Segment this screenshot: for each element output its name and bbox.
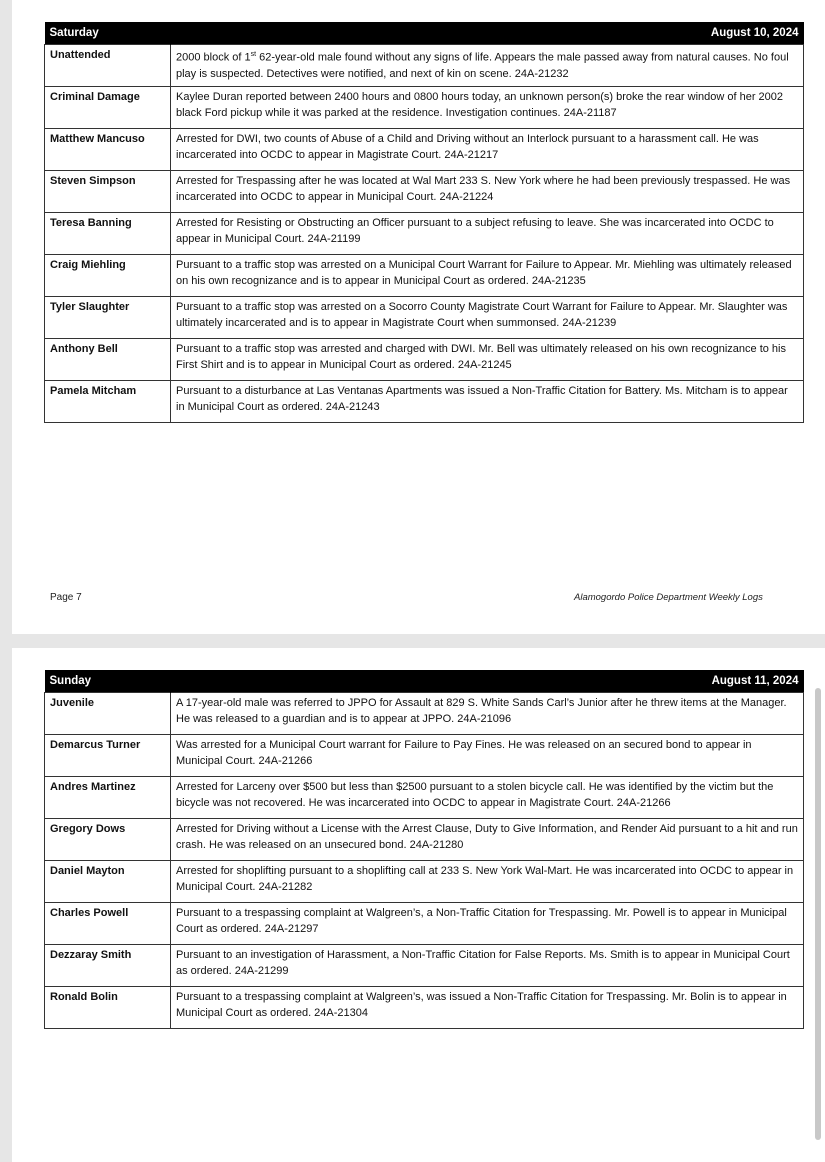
entry-description: Arrested for DWI, two counts of Abuse of a Child and Driving without an Interlock pursuant to a harassment call. He was incarcerated into OCDC to appear in Magistrate Court. 24A-21217	[171, 129, 804, 171]
entry-description-prefix: 2000 block of 1	[176, 51, 251, 64]
log-entry-row	[45, 213, 804, 255]
log-entry-row	[45, 735, 804, 777]
entry-description: Pursuant to a disturbance at Las Ventanas Apartments was issued a Non-Traffic Citation for Battery. Ms. Mitcham is to appear in Municipal Court as ordered. 24A-21243	[171, 381, 804, 423]
entry-description: Pursuant to a trespassing complaint at Walgreen’s, a Non-Traffic Citation for Trespassing. Mr. Powell is to appear in Municipal Court as ordered. 24A-21297	[171, 903, 804, 945]
entry-description: Was arrested for a Municipal Court warrant for Failure to Pay Fines. He was released on an secured bond to appear in Municipal Court. 24A-21266	[171, 735, 804, 777]
page-number: Page 7	[50, 592, 82, 603]
entry-description-text: 62-year-old male found without any signs of life. Appears the male passed away from natural causes. No foul play is suspected. Detectives were notified, and next of kin on scene. 24A-21232	[176, 51, 789, 80]
sunday-log-table	[44, 670, 804, 1029]
entry-subject: Dezzaray Smith	[45, 945, 171, 987]
entry-subject: Juvenile	[45, 693, 171, 735]
entry-description: Kaylee Duran reported between 2400 hours and 0800 hours today, an unknown person(s) broke the rear window of her 2002 black Ford pickup while it was parked at the residence. Investigation continues. 24A-21187	[171, 87, 804, 129]
entry-description: Pursuant to a traffic stop was arrested on a Municipal Court Warrant for Failure to Appear. Mr. Miehling was ultimately released on his own recognizance and is to appear in Municipal Court as ordered. 24A-21235	[171, 255, 804, 297]
entry-subject: Ronald Bolin	[45, 987, 171, 1029]
footer-title: Alamogordo Police Department Weekly Logs	[574, 592, 763, 603]
ordinal-suffix: st	[250, 51, 257, 58]
entry-subject: Unattended	[45, 45, 171, 87]
saturday-log-table	[44, 22, 804, 423]
entry-subject: Matthew Mancuso	[45, 129, 171, 171]
log-entry-row	[45, 381, 804, 423]
entry-description	[171, 45, 804, 87]
day-heading: Saturday	[45, 22, 171, 45]
entry-description: Pursuant to a traffic stop was arrested and charged with DWI. Mr. Bell was ultimately released on his own recognizance to his First Shirt and is to appear in Municipal Court as ordered. 24A-21245	[171, 339, 804, 381]
log-entry-row	[45, 171, 804, 213]
log-entry-row	[45, 861, 804, 903]
entry-subject: Tyler Slaughter	[45, 297, 171, 339]
table-header-row	[45, 22, 804, 45]
vertical-scrollbar[interactable]	[815, 688, 821, 1140]
entry-subject: Steven Simpson	[45, 171, 171, 213]
entry-subject: Anthony Bell	[45, 339, 171, 381]
document-page-7	[12, 0, 825, 634]
entry-description: Pursuant to a traffic stop was arrested on a Socorro County Magistrate Court Warrant for Failure to Appear. Mr. Slaughter was ultimately incarcerated and is to appear in Magistrate Court when summonsed. 24A-21239	[171, 297, 804, 339]
log-entry-row	[45, 87, 804, 129]
table-header-row	[45, 670, 804, 693]
entry-subject: Charles Powell	[45, 903, 171, 945]
date-heading: August 11, 2024	[171, 670, 804, 693]
entry-subject: Daniel Mayton	[45, 861, 171, 903]
document-page-8	[12, 648, 825, 1162]
entry-subject: Pamela Mitcham	[45, 381, 171, 423]
log-entry-row	[45, 339, 804, 381]
log-entry-row	[45, 45, 804, 87]
entry-subject: Craig Miehling	[45, 255, 171, 297]
log-entry-row	[45, 777, 804, 819]
log-entry-row	[45, 129, 804, 171]
entry-description: Arrested for shoplifting pursuant to a shoplifting call at 233 S. New York Wal-Mart. He was incarcerated into OCDC to appear in Municipal Court. 24A-21282	[171, 861, 804, 903]
log-entry-row	[45, 693, 804, 735]
entry-description: Arrested for Larceny over $500 but less than $2500 pursuant to a stolen bicycle call. He was identified by the victim but the bicycle was not recovered. He was incarcerated into OCDC to appear in Magistrate Court. 24A-21266	[171, 777, 804, 819]
day-heading: Sunday	[45, 670, 171, 693]
log-entry-row	[45, 945, 804, 987]
log-entry-row	[45, 987, 804, 1029]
entry-subject: Andres Martinez	[45, 777, 171, 819]
date-heading: August 10, 2024	[171, 22, 804, 45]
entry-description: Pursuant to a trespassing complaint at Walgreen’s, was issued a Non-Traffic Citation for Trespassing. Mr. Bolin is to appear in Municipal Court as ordered. 24A-21304	[171, 987, 804, 1029]
log-entry-row	[45, 819, 804, 861]
entry-description: Pursuant to an investigation of Harassment, a Non-Traffic Citation for False Reports. Ms. Smith is to appear in Municipal Court as ordered. 24A-21299	[171, 945, 804, 987]
entry-subject: Criminal Damage	[45, 87, 171, 129]
log-entry-row	[45, 255, 804, 297]
log-entry-row	[45, 903, 804, 945]
entry-description: Arrested for Resisting or Obstructing an Officer pursuant to a subject refusing to leave. She was incarcerated into OCDC to appear in Municipal Court. 24A-21199	[171, 213, 804, 255]
entry-subject: Teresa Banning	[45, 213, 171, 255]
entry-subject: Gregory Dows	[45, 819, 171, 861]
entry-subject: Demarcus Turner	[45, 735, 171, 777]
entry-description: Arrested for Driving without a License with the Arrest Clause, Duty to Give Information, and Render Aid pursuant to a hit and run crash. He was released on an unsecured bond. 24A-21280	[171, 819, 804, 861]
entry-description: A 17-year-old male was referred to JPPO for Assault at 829 S. White Sands Carl’s Junior after he threw items at the Manager. He was released to a guardian and is to appear at JPPO. 24A-21096	[171, 693, 804, 735]
entry-description: Arrested for Trespassing after he was located at Wal Mart 233 S. New York where he had been previously trespassed. He was incarcerated into OCDC to appear in Municipal Court. 24A-21224	[171, 171, 804, 213]
log-entry-row	[45, 297, 804, 339]
